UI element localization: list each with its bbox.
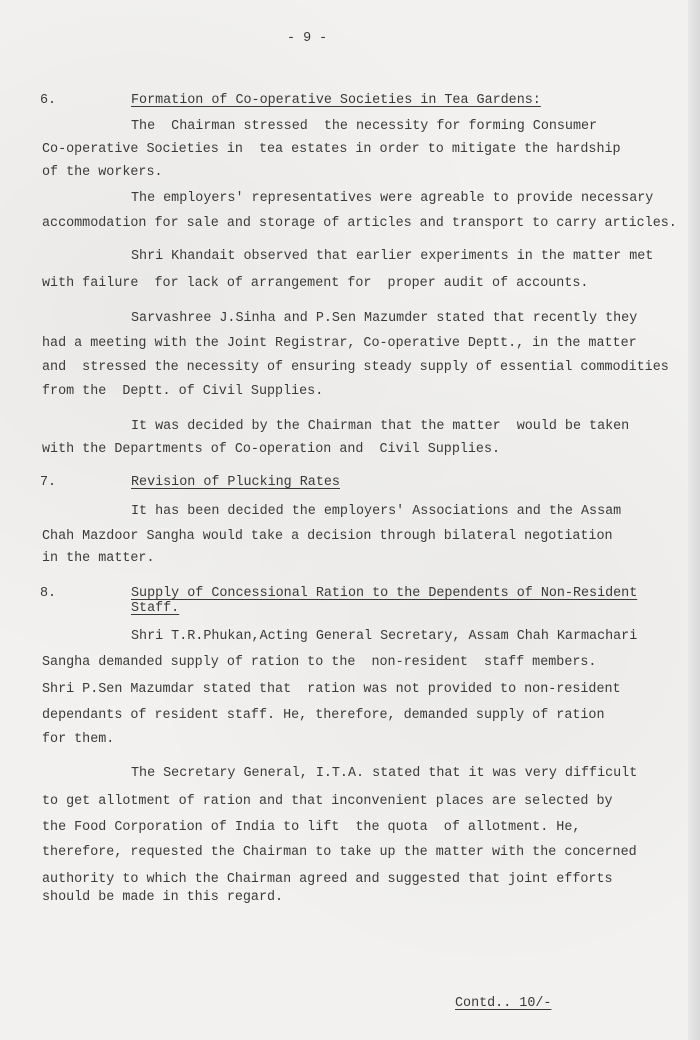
paragraph-line: Sangha demanded supply of ration to the non-resident staff members. xyxy=(42,655,597,670)
paragraph-line: Shri Khandait observed that earlier experiments in the matter met xyxy=(131,249,654,264)
page-number: - 9 - xyxy=(287,31,328,46)
paragraph-line: The employers' representatives were agreable to provide necessary xyxy=(131,191,654,206)
paragraph-line: with the Departments of Co-operation and Civil Supplies. xyxy=(42,442,501,457)
paragraph-line: with failure for lack of arrangement for proper audit of accounts. xyxy=(42,276,589,291)
paragraph-line: in the matter. xyxy=(42,551,155,566)
paragraph-line: of the workers. xyxy=(42,165,163,180)
paragraph-line: Co-operative Societies in tea estates in order to mitigate the hardship xyxy=(42,142,621,157)
paragraph-line: authority to which the Chairman agreed and suggested that joint efforts xyxy=(42,872,613,887)
paragraph-line: Shri T.R.Phukan,Acting General Secretary, Assam Chah Karmachari xyxy=(131,629,638,644)
paragraph-line: from the Deptt. of Civil Supplies. xyxy=(42,384,324,399)
paragraph-line: Sarvashree J.Sinha and P.Sen Mazumder stated that recently they xyxy=(131,311,638,326)
section-heading: Formation of Co-operative Societies in Tea Gardens: xyxy=(131,93,541,108)
paragraph-line: had a meeting with the Joint Registrar, Co-operative Deptt., in the matter xyxy=(42,336,637,351)
paragraph-line: It has been decided the employers' Associations and the Assam xyxy=(131,504,622,519)
scan-edge xyxy=(688,0,700,1040)
section-number: 6. xyxy=(40,93,57,108)
section-number: 7. xyxy=(40,475,57,490)
paragraph-line: Shri P.Sen Mazumdar stated that ration was not provided to non-resident xyxy=(42,682,621,697)
section-heading: Supply of Concessional Ration to the Dependents of Non-Resident xyxy=(131,586,638,601)
paragraph-line: The Secretary General, I.T.A. stated that it was very difficult xyxy=(131,766,638,781)
paragraph-line: for them. xyxy=(42,732,115,747)
section-number: 8. xyxy=(40,586,57,601)
paragraph-line: dependants of resident staff. He, therefore, demanded supply of ration xyxy=(42,708,605,723)
paragraph-line: the Food Corporation of India to lift the quota of allotment. He, xyxy=(42,820,581,835)
continuation-note: Contd.. 10/- xyxy=(455,996,552,1011)
paragraph-line: should be made in this regard. xyxy=(42,890,284,905)
section-heading: Staff. xyxy=(131,601,180,616)
paragraph-line: and stressed the necessity of ensuring steady supply of essential commodities xyxy=(42,360,669,375)
paragraph-line: to get allotment of ration and that inconvenient places are selected by xyxy=(42,794,613,809)
paragraph-line: The Chairman stressed the necessity for forming Consumer xyxy=(131,119,598,134)
paragraph-line: therefore, requested the Chairman to take up the matter with the concerned xyxy=(42,845,637,860)
section-heading: Revision of Plucking Rates xyxy=(131,475,340,490)
paragraph-line: Chah Mazdoor Sangha would take a decision through bilateral negotiation xyxy=(42,529,613,544)
paragraph-line: accommodation for sale and storage of articles and transport to carry articles. xyxy=(42,216,677,231)
paragraph-line: It was decided by the Chairman that the matter would be taken xyxy=(131,419,630,434)
